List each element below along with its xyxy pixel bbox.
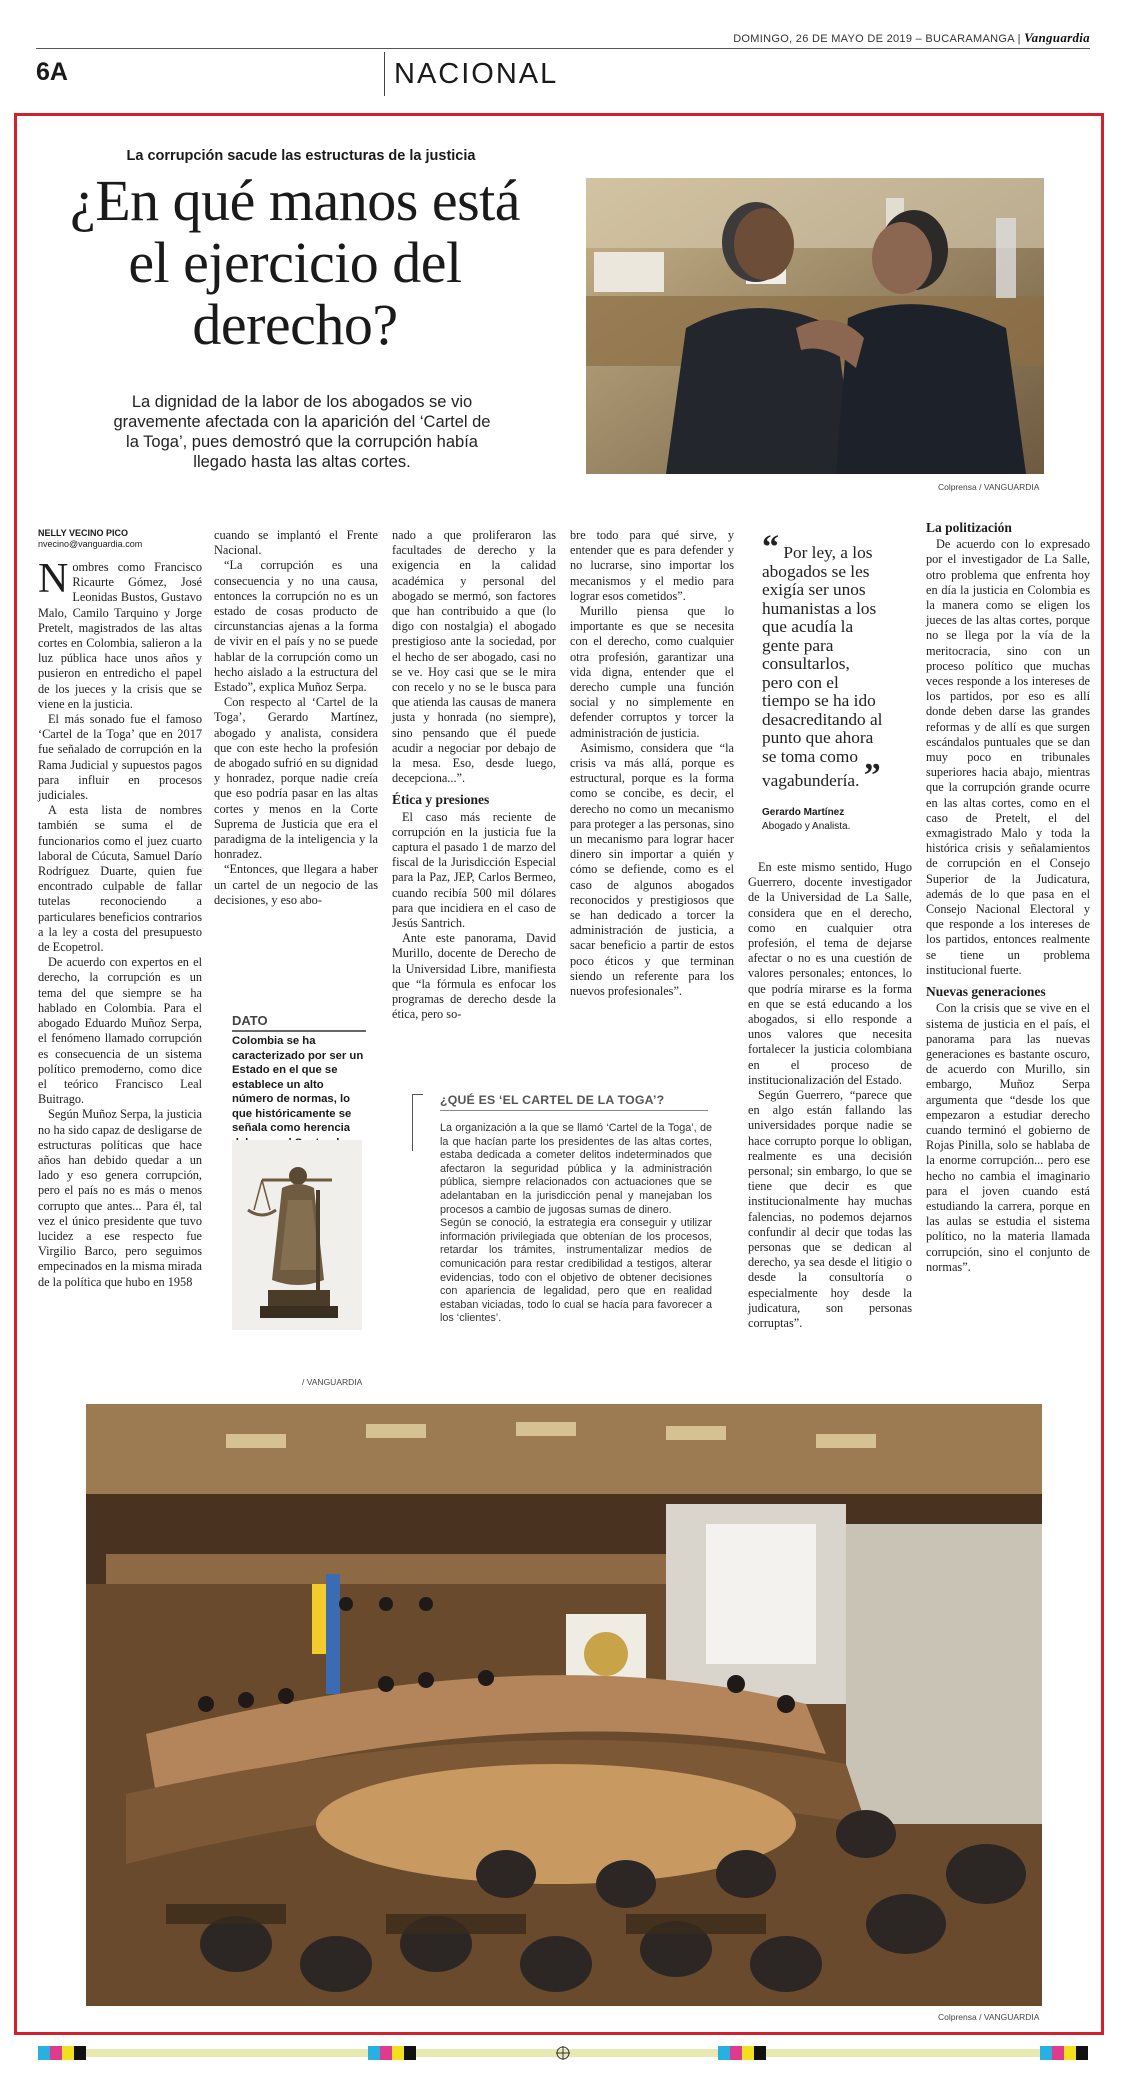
column-3 [392, 528, 556, 1023]
paragraph: De acuerdo con expertos en el derecho, la corrupción es un tema del que siempre se ha hablado en Colombia. Para el abogado Eduardo Muñoz Serpa, el fenómeno llamado corrupción es consecuencia de un sistema político premoderno, como dice el teórico Francisco Leal Buitrago. [38, 955, 202, 1107]
photo-courtroom [86, 1404, 1042, 2006]
column-5 [748, 860, 912, 1331]
brand-name: Vanguardia [1024, 30, 1090, 45]
subheading-etica: Ética y presiones [392, 792, 490, 808]
sidebox-title: ¿QUÉ ES ‘EL CARTEL DE LA TOGA’? [440, 1093, 665, 1107]
date-city: DOMINGO, 26 DE MAYO DE 2019 – BUCARAMANGA [733, 33, 1015, 45]
paragraph: El más sonado fue el famoso ‘Cartel de la Toga’ que en 2017 fue señalado de corrupción en la Rama Judicial y supuestos pagos para influir en procesos judiciales. [38, 712, 202, 803]
column-1 [38, 556, 202, 1290]
close-quote-mark: ” [863, 757, 881, 794]
sidebox-paragraph: La organización a la que se llamó ‘Cartel de la Toga’, de la que hacían parte los presidentes de las altas cortes, estaba dedicada a cometer delitos indeterminados que afectaron la seguridad pública y la administración pública, siempre relacionados con actuaciones que se adelantaban en la jurisdicción penal y manejaban los procesos a cambio de jugosas sumas de dinero. [440, 1122, 712, 1216]
paragraph: Murillo piensa que lo importante es que se necesita con el derecho, como cualquier otra profesión, garantizar una vida digna, entender que el derecho cumple una función social y no simplemente en defender corruptos y torcer la administración de justicia. [570, 604, 734, 740]
paragraph: bre todo para qué sirve, y entender que es para defender y no lucrarse, sino importar los mecanismos y el medio para lograr esos cometidos”. [570, 528, 734, 603]
pull-quote-text: Por ley, a los abogados se les exigía ser unos humanistas a los que acudía la gente para consultarlos, pero con el tiempo se ha ido desacreditando al punto que ahora se toma como vagabundería. [762, 543, 883, 790]
byline [38, 528, 142, 550]
byline-email: nvecino@vanguardia.com [38, 539, 143, 549]
justice-statue-illustration [232, 1140, 362, 1330]
dato-title: DATO [232, 1013, 268, 1028]
paragraph: Con respecto al ‘Cartel de la Toga’, Gerardo Martínez, abogado y analista, considera que con este hecho la profesión de abogado sufrió en su dignidad y honradez, porque nadie creía que eso podría pasar en las altas cortes y menos en la Corte Suprema de Justicia que era el paradigma de la inteligencia y la honradez. [214, 695, 378, 862]
paragraph: cuando se implantó el Frente Nacional. [214, 528, 378, 558]
photo-courtroom-illustration [86, 1404, 1042, 2006]
quote-author-name: Gerardo Martínez [762, 807, 845, 818]
paragraph: El caso más reciente de corrupción en la justicia fue la captura el pasado 1 de marzo del fiscal de la Jurisdicción Especial para la Paz, JEP, Carlos Bermeo, cuando recibía 500 mil dólares para que incidiera en el caso de Jesús Santrich. [392, 809, 556, 931]
photo-courtroom-credit: Colprensa / VANGUARDIA [938, 2012, 1040, 2022]
header-dateline: DOMINGO, 26 DE MAYO DE 2019 – BUCARAMANGA | Vanguardia [733, 30, 1090, 45]
column-4 [570, 528, 734, 999]
registration-color-bar [38, 2045, 1088, 2059]
paragraph: De acuerdo con lo expresado por el investigador de La Salle, otro problema que enfrenta hoy en día la justicia en Colombia es la manera como se eligen los jueces de las altas cortes, porque no se llega por la vía de la meritocracia, sino con un proceso político que muchas veces responde a los intereses de los partidos, por eso es allí donde deben darse las grandes reformas y de allí es que surgen escándalos puntuales que se dan muy poco en tribunales superiores hacia abajo, mientras que la corrupción grande ocurre en las altas cortes, como en el caso de Pretelt, el del exmagistrado Malo y toda la histórica crisis y señalamientos de corrupción en el Consejo Superior de la Judicatura, además de lo que pasa en el Consejo Nacional Electoral y que responde a los intereses de los partidos, entonces realmente se tiene un problema institucional fuerte. [926, 537, 1090, 977]
photo-lawyers [586, 178, 1044, 474]
headline: ¿En qué manos está el ejercicio del derecho? [69, 168, 520, 357]
quote-author-role: Abogado y Analista. [762, 821, 851, 832]
sidebox-rule [440, 1110, 708, 1111]
column-6 [926, 520, 1090, 1275]
sidebox-paragraph: Según se conoció, la estrategia era conseguir y utilizar información privilegiada que obtenían de los procesos, retardar los trámites, instrumentalizar medios de comunicación para restar credibilidad a testigos, alterar evidencias, todo con el objetivo de obtener decisiones con apariencia de legalidad, pero que en realidad estaban viciadas, todo lo cual se hacía para favorecer a los ‘clientes’. [440, 1217, 712, 1325]
paragraph: A esta lista de nombres también se suma el de funcionarios como el juez cuarto laboral de Cúcuta, Samuel Darío Rodríguez Duarte, quien fue encontrado culpable de fallar tutelas reconociendo a particulares beneficios contrarios a la ley a costa del presupuesto de Ecopetrol. [38, 803, 202, 955]
paragraph: Según Guerrero, “parece que en algo están fallando las universidades porque nadie se hace corrupto porque lo obligan, realmente es una decisión personal; sin embargo, lo que se tiene que decir es que institucionalmente hay muchas falencias, no podemos dejarnos confundir al decir que todas las personas que se dedican al derecho, ya sea desde el litigio o desde la consultoría o especialmente hoy desde la judicatura, son personas corruptas”. [748, 1088, 912, 1331]
paragraph: En este mismo sentido, Hugo Guerrero, docente investigador de la Universidad de La Salle, considera que en el derecho, como en cualquier otra profesión, el tema de dejarse afectar o no es una cuestión de valores personales; entonces, lo que podría mirarse es la forma en que se está educando a los abogados, si ello responde a unos valores que necesita fortalecer la justicia colombiana en el proceso de institucionalización del Estado. [748, 860, 912, 1087]
paragraph-text: ombres como Francisco Ricaurte Gómez, José Leonidas Bustos, Gustavo Malo, Camilo Tarquino y Jorge Pretelt, magistrados de las altas cortes en Colombia, salieron a la luz pública hace unos años y pusieron en entredicho el papel de los jueces y la crisis que se viene en la justicia. [38, 560, 202, 711]
pull-quote-author [762, 806, 850, 834]
paragraph: “La corrupción es una consecuencia y no una causa, entonces la corrupción no es un estado de cosas producto de circunstancias ajenas a la forma de vivir en el país y no se puede hablar de la corrupción como un hecho aislado a la estructura del Estado”, explica Muñoz Serpa. [214, 558, 378, 695]
paragraph: Con la crisis que se vive en el sistema de justicia en el país, el panorama para las nuevas generaciones es bastante oscuro, de acuerdo con Murillo, sin embargo, Muñoz Serpa argumenta que “desde los que empezaron a estudiar derecho cuando terminó el gobierno de Rojas Pinilla, solo se hablaba de la enorme corrupción... pero ese hecho no cambia el imaginario para el joven cuando está estudiando la carrera, porque en las aulas se estudia el sistema político, no la materia llamada corrupción, sino el conjunto de normas”. [926, 1001, 1090, 1274]
justice-statue-image [232, 1140, 362, 1330]
dato-text: Colombia se ha caracterizado por ser un Estado en el que se establece un alto número de normas, lo que históricamente se señala como herencia [232, 1035, 364, 1134]
subheading-politizacion: La politización [926, 520, 1012, 535]
photo-lawyers-illustration [586, 178, 1044, 474]
column-2 [214, 528, 378, 908]
header-separator [384, 52, 385, 96]
header-rule [36, 48, 1090, 49]
paragraph: Según Muñoz Serpa, la justicia no ha sido capaz de desligarse de estructuras políticas que hace años han debido quedar a un lado y eso genera corrupción, pero el país no es más o menos corrupto que antes... Para él, tal vez el único presidente que tuvo lucidez a ese respecto fue Virgilio Barco, pero seguimos empecinados en la misma mirada de la política que hubo en 1958 [38, 1107, 202, 1289]
statue-credit: / VANGUARDIA [302, 1377, 363, 1387]
paragraph: Asimismo, considera que “la crisis va más allá, porque es estructural, porque es la forma como se concibe, es decir, el derecho no como un mecanismo para proteger a las personas, sino un mecanismo para lograr hacer dinero sin importar a quién y cómo se defiende, como es el caso de algunos abogados reconocidos y prestigiosos que se han dedicado a torcer la administración de justicia, a sacar beneficio a partir de estos poco éticos y que terminan siendo un referente para los nuevos profesionales”. [570, 740, 734, 999]
pull-quote [762, 529, 884, 794]
paragraph: nado a que proliferaron las facultades de derecho y la exigencia en la calidad académica y personal del abogado se mermó, son factores que han contribuido a que (lo digo con nostalgia) el abogado prestigioso ante la sociedad, por el hecho de ser abogado, casi no se ve. Hoy casi que se le mira con recelo y no se le busca para que atienda las causas de manera justa y honrada (no siempre), sino pensando que él puede acudir a negociar por debajo de la mesa. Eso, desde luego, decepciona...”. [392, 528, 556, 786]
photo-lawyers-credit: Colprensa / VANGUARDIA [938, 482, 1040, 492]
section-name: NACIONAL [394, 58, 559, 90]
paragraph: Ante este panorama, David Murillo, docente de Derecho de la Universidad Libre, manifiesta que “la fórmula es enfocar los programas de derecho desde la ética, pero so- [392, 931, 556, 1022]
color-bar-illustration [38, 2046, 1088, 2060]
page-number: 6A [36, 58, 68, 86]
byline-name: NELLY VECINO PICO [38, 528, 129, 538]
paragraph [38, 556, 202, 712]
subheading-nuevas-generaciones: Nuevas generaciones [926, 984, 1046, 1000]
kicker: La corrupción sacude las estructuras de la justicia [126, 148, 476, 164]
dato-rule [232, 1030, 366, 1032]
open-quote-mark: “ [762, 529, 779, 566]
sidebox-corner [412, 1094, 423, 1151]
dropcap: N [38, 556, 69, 602]
sidebox-text [440, 1122, 712, 1326]
paragraph: “Entonces, que llegara a haber un cartel de un negocio de las decisiones, y eso abo- [214, 862, 378, 907]
deck: La dignidad de la labor de los abogados se vio gravemente afectada con la aparición del ‘Cartel de la Toga’, pues demostró que la corrupción había llegado hasta las altas cortes. [113, 393, 491, 471]
